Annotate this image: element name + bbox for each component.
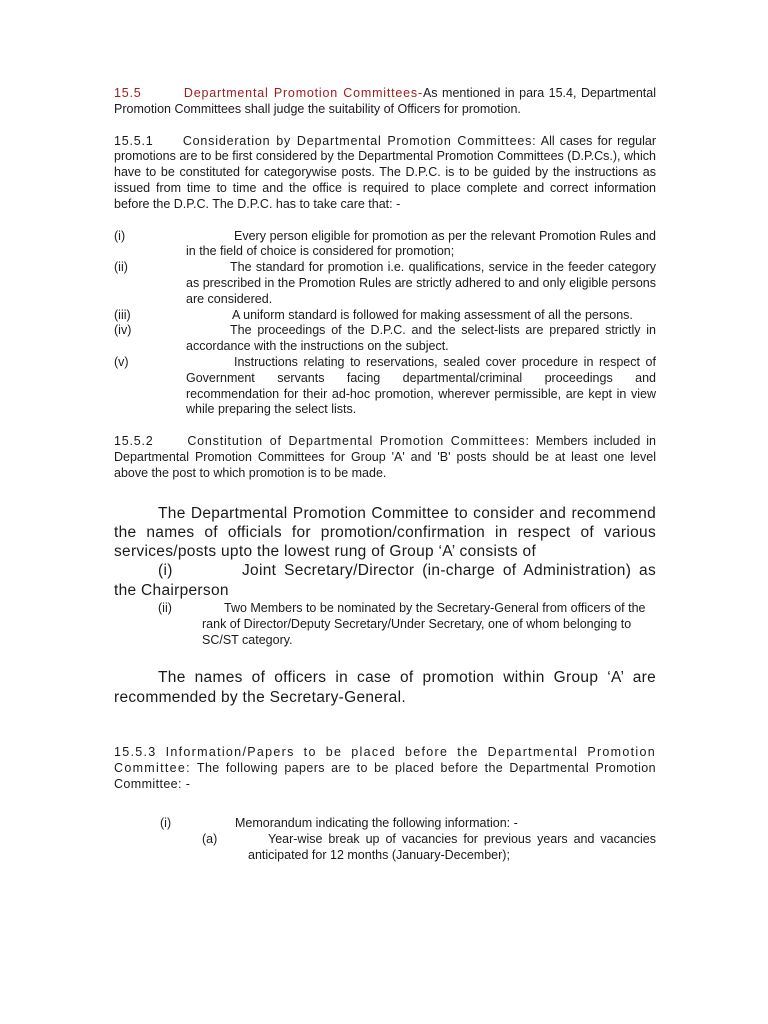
- committee-composition: [114, 504, 656, 649]
- list-item-text: Memorandum indicating the following information: -: [235, 816, 518, 831]
- list-item-number: (iii): [114, 307, 131, 322]
- list-item-number: (v): [114, 354, 129, 369]
- group-a-note: The names of officers in case of promotion within Group ‘A’ are recommended by the Secretary-General.: [114, 669, 656, 706]
- list-item-number: (i): [114, 228, 126, 243]
- dpc-checklist: [114, 229, 656, 419]
- list-item: [114, 355, 656, 418]
- list-item-text: Every person eligible for promotion as per the relevant Promotion Rules and in the field of choice is considered for promotion;: [186, 228, 656, 259]
- papers-list: [114, 816, 656, 863]
- list-item-number: (ii): [114, 260, 128, 275]
- section-15-5-body: As mentioned in para 15.4, Departmental Promotion Committees shall judge the suitability of Officers for promotion.: [114, 86, 656, 116]
- list-item: [114, 323, 656, 355]
- list-subitem-text: Year-wise break up of vacancies for previous years and vacancies anticipated for 12 months (January-December);: [248, 832, 656, 862]
- committee-item-members: [114, 601, 656, 648]
- list-item-number: (i): [160, 816, 172, 831]
- list-item: [114, 260, 656, 307]
- list-item-text: The proceedings of the D.P.C. and the select-lists are prepared strictly in accordance with the instructions on the subject.: [186, 323, 656, 354]
- list-item: [114, 229, 656, 261]
- section-15-5-1-heading: 15.5.1 Consideration by Departmental Promotion Committees:: [114, 133, 537, 148]
- section-15-5-heading: 15.5 Departmental Promotion Committees-: [114, 86, 423, 100]
- section-15-5-2-heading: 15.5.2 Constitution of Departmental Promotion Committees:: [114, 434, 530, 449]
- list-item-text: A uniform standard is followed for making assessment of all the persons.: [232, 307, 633, 322]
- section-15-5-1: [114, 134, 656, 213]
- section-15-5: [114, 86, 656, 118]
- section-15-5-3-body: The following papers are to be placed before the Departmental Promotion Committee: -: [114, 760, 656, 791]
- list-item: [114, 816, 656, 832]
- section-15-5-2-body: Members included in Departmental Promotion Committees for Group 'A' and 'B' posts should be at least one level above the post to which promotion is to be made.: [114, 434, 657, 480]
- committee-item-text: Two Members to be nominated by the Secretary-General from officers of the rank of Director/Deputy Secretary/Under Secretary, one of whom belonging to SC/ST category.: [202, 601, 646, 647]
- list-item-text: The standard for promotion i.e. qualifications, service in the feeder category as prescribed in the Promotion Rules are strictly adhered to and only eligible persons are considered.: [186, 260, 656, 306]
- list-subitem-number: (a): [202, 832, 218, 847]
- list-subitem: [114, 832, 656, 864]
- committee-item-text: Joint Secretary/Director (in-charge of Administration) as the Chairperson: [114, 562, 656, 599]
- document-page: [114, 86, 656, 864]
- section-15-5-1-body: All cases for regular promotions are to be first considered by the Departmental Promotion Committees (D.P.Cs.), which have to be constituted for categorywise posts. The D.P.C. is to be guided by the instructions as issued from time to time and the office is required to place complete and correct information before the D.P.C. The D.P.C. has to take care that: -: [114, 133, 657, 211]
- committee-intro: The Departmental Promotion Committee to consider and recommend the names of officials for promotion/confirmation in respect of various services/posts upto the lowest rung of Group ‘A’ consists of: [114, 504, 656, 561]
- list-item-number: (iv): [114, 323, 132, 338]
- committee-item-number: (ii): [158, 601, 172, 616]
- section-15-5-3-heading: 15.5.3 Information/Papers to be placed before the Departmental Promotion Committee:: [114, 745, 656, 775]
- section-15-5-3: [114, 745, 656, 792]
- list-item-text: Instructions relating to reservations, sealed cover procedure in respect of Government servants facing departmental/criminal proceedings and recommendation for their ad-hoc promotion, wherever permissible, are kept in view while preparing the select lists.: [186, 354, 656, 417]
- section-15-5-2: [114, 434, 656, 481]
- committee-item-number: (i): [158, 562, 173, 580]
- committee-item-chairperson: [114, 561, 656, 600]
- list-item: [114, 308, 656, 324]
